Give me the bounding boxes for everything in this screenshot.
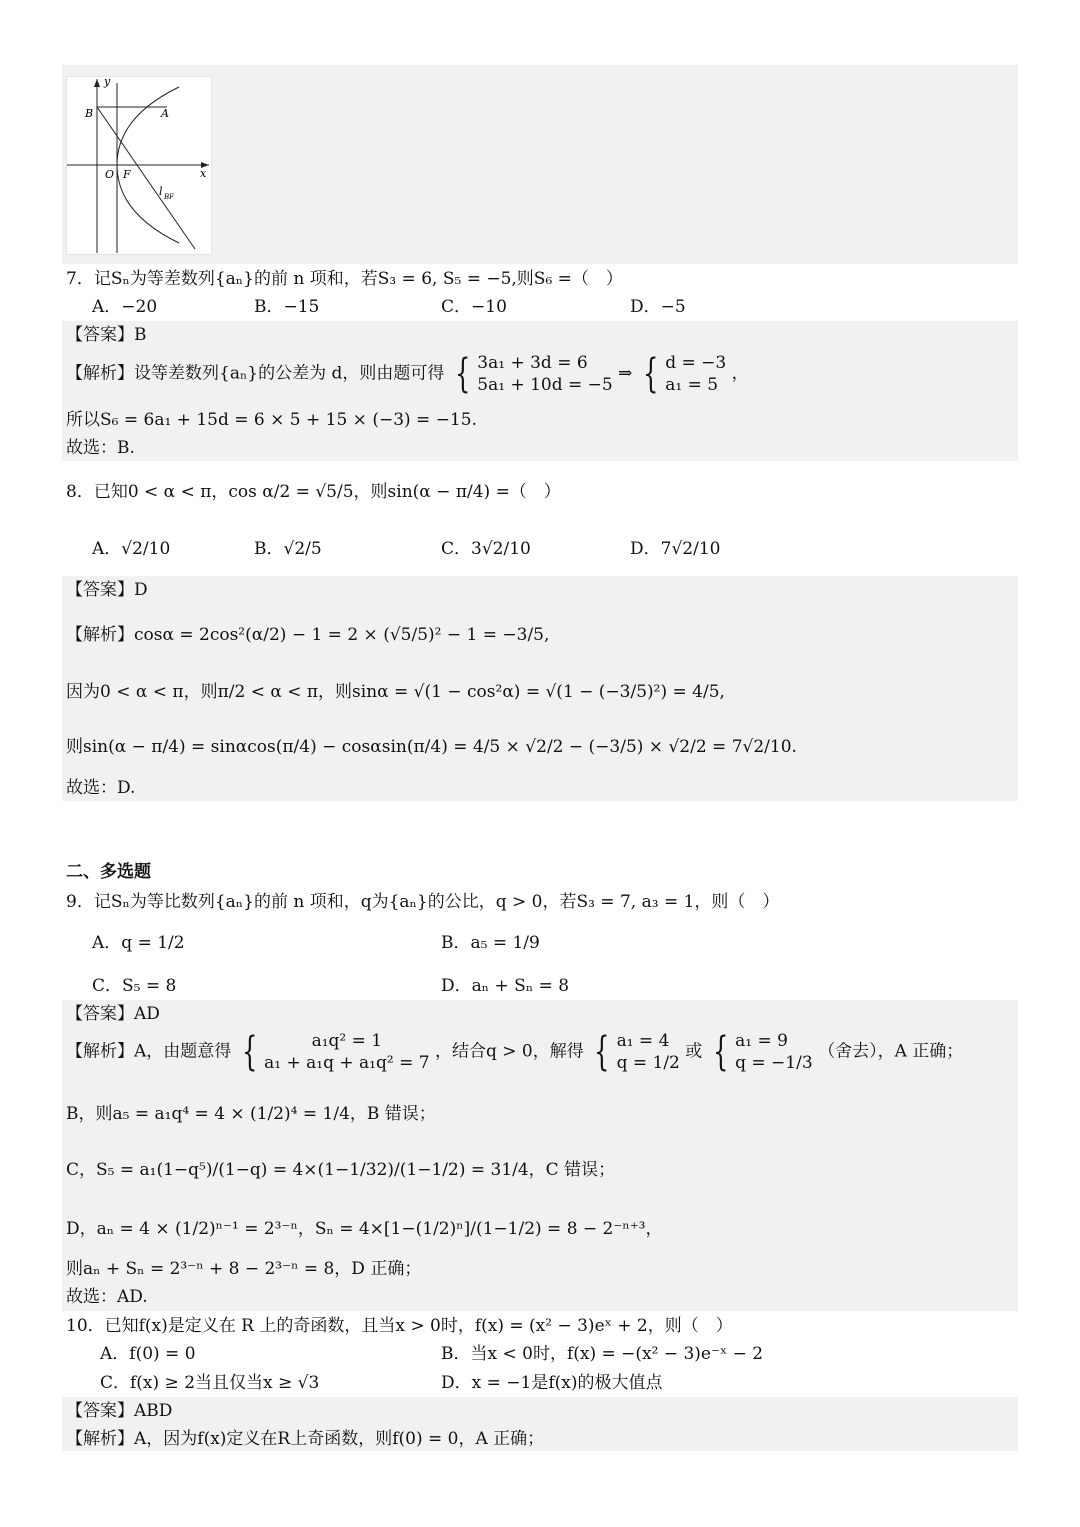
label-A: A (161, 107, 169, 120)
q10-stem: 10．已知f(x)是定义在 R 上的奇函数，且当x > 0时，f(x) = (x² − 3)eˣ + 2，则（ ） (66, 1316, 733, 1336)
parabola-figure (66, 76, 212, 255)
q10-answer: 【答案】ABD (66, 1401, 173, 1421)
label-O: O (105, 168, 115, 181)
q8-option-d: D．7√2/10 (630, 539, 721, 559)
q7-stem: 7．记Sₙ为等差数列{aₙ}的前 n 项和，若S₃ = 6, S₅ = −5,则S₆ =（ ） (66, 269, 623, 289)
q7-sys2-row1: d = −3 (665, 353, 727, 373)
q9-option-b: B．a₅ = 1/9 (441, 933, 540, 953)
q9-system-3 (708, 1030, 813, 1074)
q7-system-1 (450, 352, 613, 396)
q7-sys1-row2: 5a₁ + 10d = −5 (477, 375, 613, 395)
q9-system-1 (237, 1030, 430, 1074)
q9-sys1-row1: a₁q² = 1 (311, 1031, 383, 1051)
q9-analysis-D: D，aₙ = 4 × (1/2)ⁿ⁻¹ = 2³⁻ⁿ，Sₙ = 4×[1−(1/2)ⁿ]/(1−1/2) = 8 − 2⁻ⁿ⁺³， (66, 1219, 663, 1239)
q8-option-c: C．3√2/10 (441, 539, 531, 559)
q7-sys2-row2: a₁ = 5 (665, 375, 719, 395)
q8-analysis-line2: 因为0 < α < π，则π/2 < α < π，则sinα = √(1 − cos²α) = √(1 − (−3/5)²) = 4/5, (66, 682, 725, 702)
section-title: 二、多选题 (66, 862, 151, 882)
q7-analysis-line1 (66, 352, 749, 396)
implies-arrow: ⇒ (618, 363, 633, 384)
q10-option-c: C．f(x) ≥ 2当且仅当x ≥ √3 (100, 1373, 320, 1393)
q8-conclusion: 故选：D. (66, 778, 136, 798)
q8-option-a: A．√2/10 (92, 539, 171, 559)
q9-system-2 (589, 1030, 680, 1074)
y-axis-arrow (94, 79, 100, 87)
q9-sys1-row2: a₁ + a₁q + a₁q² = 7 (264, 1053, 430, 1073)
label-l-subscript: BF (164, 193, 175, 201)
q8-analysis-line3: 则sin(α − π/4) = sinαcos(π/4) − cosαsin(π/4) = 4/5 × √2/2 − (−3/5) × √2/2 = 7√2/10. (66, 737, 797, 757)
q7-sys-tail: ， (731, 363, 749, 384)
q10-option-a: A．f(0) = 0 (100, 1344, 196, 1364)
q9-analysis-prefix: 【解析】A，由题意得 (66, 1041, 232, 1062)
q9-option-c: C．S₅ = 8 (92, 976, 177, 996)
q7-analysis-prefix: 【解析】设等差数列{aₙ}的公差为 d，则由题可得 (66, 363, 445, 384)
label-y: y (104, 77, 111, 88)
q7-option-d: D．−5 (630, 297, 686, 317)
q10-option-d: D．x = −1是f(x)的极大值点 (441, 1373, 663, 1393)
label-l: l (159, 185, 163, 198)
q9-option-d: D．aₙ + Sₙ = 8 (441, 976, 570, 996)
q8-stem: 8．已知0 < α < π，cos α/2 = √5/5，则sin(α − π/4) =（ ） (66, 482, 561, 502)
label-F: F (123, 168, 131, 181)
label-B: B (85, 107, 94, 120)
q7-system-2 (638, 352, 726, 396)
q9-stem: 9．记Sₙ为等比数列{aₙ}的前 n 项和，q为{aₙ}的公比，q > 0，若S₃ = 7, a₃ = 1，则（ ） (66, 892, 780, 912)
left-brace: { (241, 1029, 258, 1075)
q9-sys3-row1: a₁ = 9 (735, 1031, 788, 1051)
q9-option-a: A．q = 1/2 (92, 933, 185, 953)
q8-analysis-line1: 【解析】cosα = 2cos²(α/2) − 1 = 2 × (√5/5)² − 1 = −3/5, (66, 625, 550, 645)
left-brace: { (594, 1029, 610, 1075)
q8-option-b: B．√2/5 (254, 539, 322, 559)
q7-analysis-line2: 所以S₆ = 6a₁ + 15d = 6 × 5 + 15 × (−3) = −15. (66, 410, 477, 430)
q10-analysis-line1: 【解析】A，因为f(x)定义在R上奇函数，则f(0) = 0，A 正确； (66, 1429, 545, 1449)
q9-answer: 【答案】AD (66, 1004, 160, 1024)
left-brace: { (712, 1029, 729, 1075)
q7-answer: 【答案】B (66, 325, 147, 345)
q7-option-c: C．−10 (441, 297, 507, 317)
parabola-graph (67, 77, 211, 254)
left-brace: { (642, 351, 659, 397)
q7-option-b: B．−15 (254, 297, 320, 317)
q9-or: 或 (685, 1041, 703, 1062)
q9-sys2-row2: q = 1/2 (616, 1053, 680, 1073)
q9-analysis-tail: （舍去），A 正确； (818, 1041, 964, 1062)
q9-analysis-C: C，S₅ = a₁(1−q⁵)/(1−q) = 4×(1−1/32)/(1−1/2) = 31/4，C 错误； (66, 1160, 616, 1180)
q9-analysis-E: 则aₙ + Sₙ = 2³⁻ⁿ + 8 − 2³⁻ⁿ = 8，D 正确； (66, 1259, 422, 1279)
left-brace: { (454, 351, 471, 397)
q9-conclusion: 故选：AD. (66, 1287, 148, 1307)
q7-option-a: A．−20 (92, 297, 158, 317)
q10-option-b: B．当x < 0时，f(x) = −(x² − 3)e⁻ˣ − 2 (441, 1344, 764, 1364)
q9-sys3-row2: q = −1/3 (735, 1053, 813, 1073)
q7-conclusion: 故选：B. (66, 438, 135, 458)
q9-sys2-row1: a₁ = 4 (616, 1031, 670, 1051)
q9-analysis-mid: ，结合q > 0，解得 (434, 1041, 584, 1062)
label-x: x (200, 167, 207, 180)
q7-sys1-row1: 3a₁ + 3d = 6 (477, 353, 588, 373)
q8-answer: 【答案】D (66, 580, 148, 600)
q9-analysis-B: B，则a₅ = a₁q⁴ = 4 × (1/2)⁴ = 1/4，B 错误； (66, 1104, 436, 1124)
q9-analysis-line1 (66, 1030, 963, 1074)
